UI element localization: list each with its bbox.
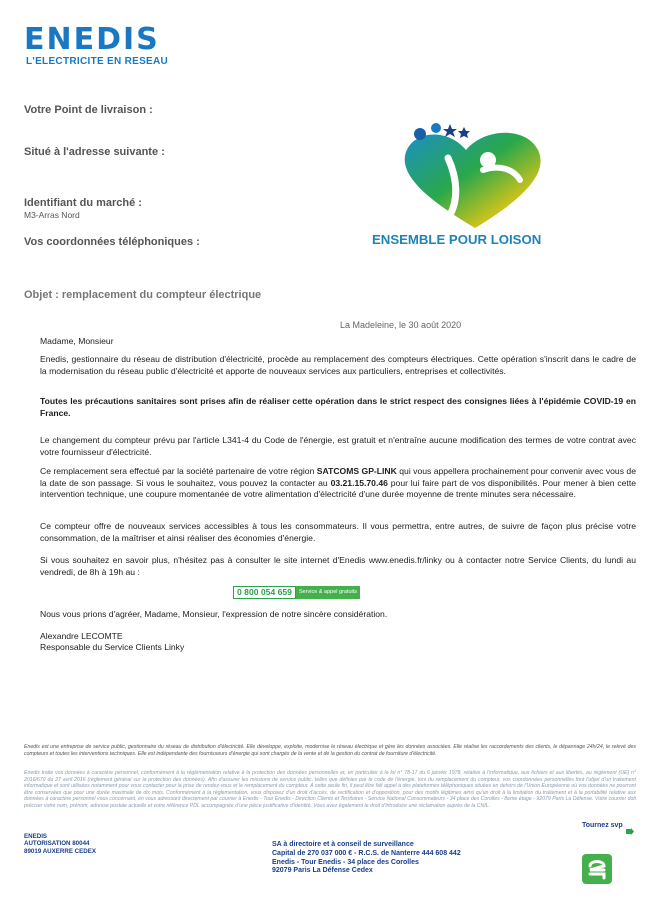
- footer-left-line: 89019 AUXERRE CEDEX: [24, 847, 96, 855]
- footer-mid-line: SA à directoire et à conseil de surveillance: [272, 841, 414, 848]
- association-logo: [388, 120, 563, 232]
- partner-text-b: qui vous appellera prochainement pour convenir avec vous de la date de son passage. Si vous le souhaitez, vous pouvez la contacter au: [40, 466, 636, 488]
- footer-mid-line: Enedis - Tour Enedis - 34 place des Corolles: [272, 858, 419, 866]
- footer-mid-line: 92079 Paris La Défense Cedex: [272, 867, 373, 875]
- service-phone-badge: [233, 586, 360, 598]
- footer-mid-line: Capital de 270 037 000 € - R.C.S. de Nanterre 444 608 442: [272, 849, 461, 857]
- service-phone-tag: Service & appel gratuits: [296, 586, 360, 599]
- closing: Nous vous prions d'agréer, Madame, Monsieur, l'expression de notre sincère considération.: [40, 609, 388, 619]
- association-name: ENSEMBLE POUR LOISON: [372, 232, 542, 247]
- partner-company: SATCOMS GP-LINK: [316, 466, 397, 476]
- service-phone-number: 0 800 054 659: [233, 586, 296, 599]
- phone-label: Vos coordonnées téléphoniques :: [24, 236, 200, 248]
- letter-date: La Madeleine, le 30 août 2020: [340, 320, 462, 330]
- address-label: Situé à l'adresse suivante :: [24, 146, 165, 158]
- turn-over-note: Tournez svp: [582, 822, 623, 829]
- footer-left-line: AUTORISATION 80044: [24, 840, 90, 848]
- footer-left-line: ENEDIS: [24, 833, 48, 840]
- footer-sender: [24, 833, 96, 855]
- partner-phone: 03.21.15.70.46: [330, 477, 388, 488]
- paragraph-intro: Enedis, gestionnaire du réseau de distribution d'électricité, procède au remplacement des compteurs électriques. Cette opération s'inscrit dans le cadre de la modernisation du réseau public d'électricité et apporte de nouveaux services aux particuliers, entreprises et collectivités.: [40, 354, 636, 376]
- enedis-tagline: L'ELECTRICITE EN RESEAU: [26, 56, 169, 67]
- letter-subject: Objet : remplacement du compteur électrique: [24, 289, 262, 301]
- paragraph-info: Si vous souhaitez en savoir plus, n'hésitez pas à consulter le site internet d'Enedis www.enedis.fr/linky ou à contacter notre Service Clients, du lundi au vendredi, de 8h à 19h au :: [40, 555, 636, 577]
- footer-legal: [272, 841, 461, 876]
- salutation: Madame, Monsieur: [40, 336, 114, 346]
- market-id-label: Identifiant du marché :: [24, 197, 142, 209]
- paragraph-services: Ce compteur offre de nouveaux services accessibles à tous les consommateurs. Il vous permettra, entre autres, de suivre de façon plus précise votre consommation, de la maîtriser et ainsi réaliser des économies d'énergie.: [40, 521, 636, 543]
- delivery-point-label: Votre Point de livraison :: [24, 104, 153, 116]
- paragraph-partner: [40, 466, 636, 501]
- heart-people-icon: [388, 120, 563, 232]
- market-id-value: M3-Arras Nord: [24, 210, 80, 220]
- fine-print-gdpr: Enedis traite vos données à caractère personnel, conformément à la réglementation relative à la protection des données personnelles et, en particulier à la loi n° 78-17 du 6 janvier 1978, relative à l'informatique, aux fichiers et aux libertés, au règlement (UE) n° 2016/679 du 27 avril 2016 (règlement général sur la protection des données). Afin d'assurer les missions de service public, telles que définies par le code de l'énergie, lors du remplacement du compteur, vos coordonnées personnelles font l'objet d'un traitement informatique et sont utilisées notamment pour vous contacter pour la prise de rendez-vous et le remplacement du compteur. A cette seule fin, il peut être fait appel à des plateformes téléphoniques situées en dehors de l'Union Européenne où vos données ne pourront être conservées que pour une durée maximale de dix mois. Conformément à la réglementation, vous disposez d'un droit d'accès, de rectification et d'opposition, pour des motifs légitimes ainsi qu'un droit à la limitation du traitement et à la portabilité relative aux données à caractère personnel vous concernant, en vous adressant directement par courrier à Enedis - Tour Enedis - Direction Clients et Territoires - Service National Consommateurs - 34 place des Corolles - 8eme étage - 92079 Paris La Défense. Votre courrier doit préciser votre nom, prénom, adresse postale actuelle et votre référence PDL accompagnée d'une pièce justificative d'identité. Vous avez également le droit d'introduire une réclamation auprès de la CNIL.: [24, 770, 636, 809]
- signatory-title: Responsable du Service Clients Linky: [40, 642, 185, 652]
- partner-text-a: Ce remplacement sera effectué par la société partenaire de votre région: [40, 466, 317, 476]
- paragraph-covid: Toutes les précautions sanitaires sont prises afin de réaliser cette opération dans le strict respect des consignes liées à l'épidémie COVID-19 en France.: [40, 396, 636, 418]
- signatory-name: Alexandre LECOMTE: [40, 631, 123, 641]
- fine-print-company: Enedis est une entreprise de service public, gestionnaire du réseau de distribution d'électricité. Elle développe, exploite, modernise le réseau électrique et gère les données associées. Elle réalise les raccordements des clients, le dépannage 24h/24, le relevé des compteurs et toutes les interventions techniques. Elle est indépendante des fournisseurs d'énergie qui sont chargés de la vente et de la gestion du contrat de fourniture d'électricité.: [24, 744, 636, 757]
- enedis-emblem-icon: [582, 854, 612, 884]
- enedis-logo: ENEDIS: [24, 22, 160, 57]
- paragraph-free-change: Le changement du compteur prévu par l'article L341-4 du Code de l'énergie, est gratuit et n'entraîne aucune modification des termes de votre contrat avec votre fournisseur d'électricité.: [40, 435, 636, 457]
- arrow-right-icon: [626, 822, 634, 829]
- partner-text-c: pour lui faire part de vos disponibilités. Pour mener à bien cette intervention technique, une coupure momentanée de votre alimentation d'électricité d'une durée moyenne de trente minutes sera nécessaire.: [40, 477, 636, 499]
